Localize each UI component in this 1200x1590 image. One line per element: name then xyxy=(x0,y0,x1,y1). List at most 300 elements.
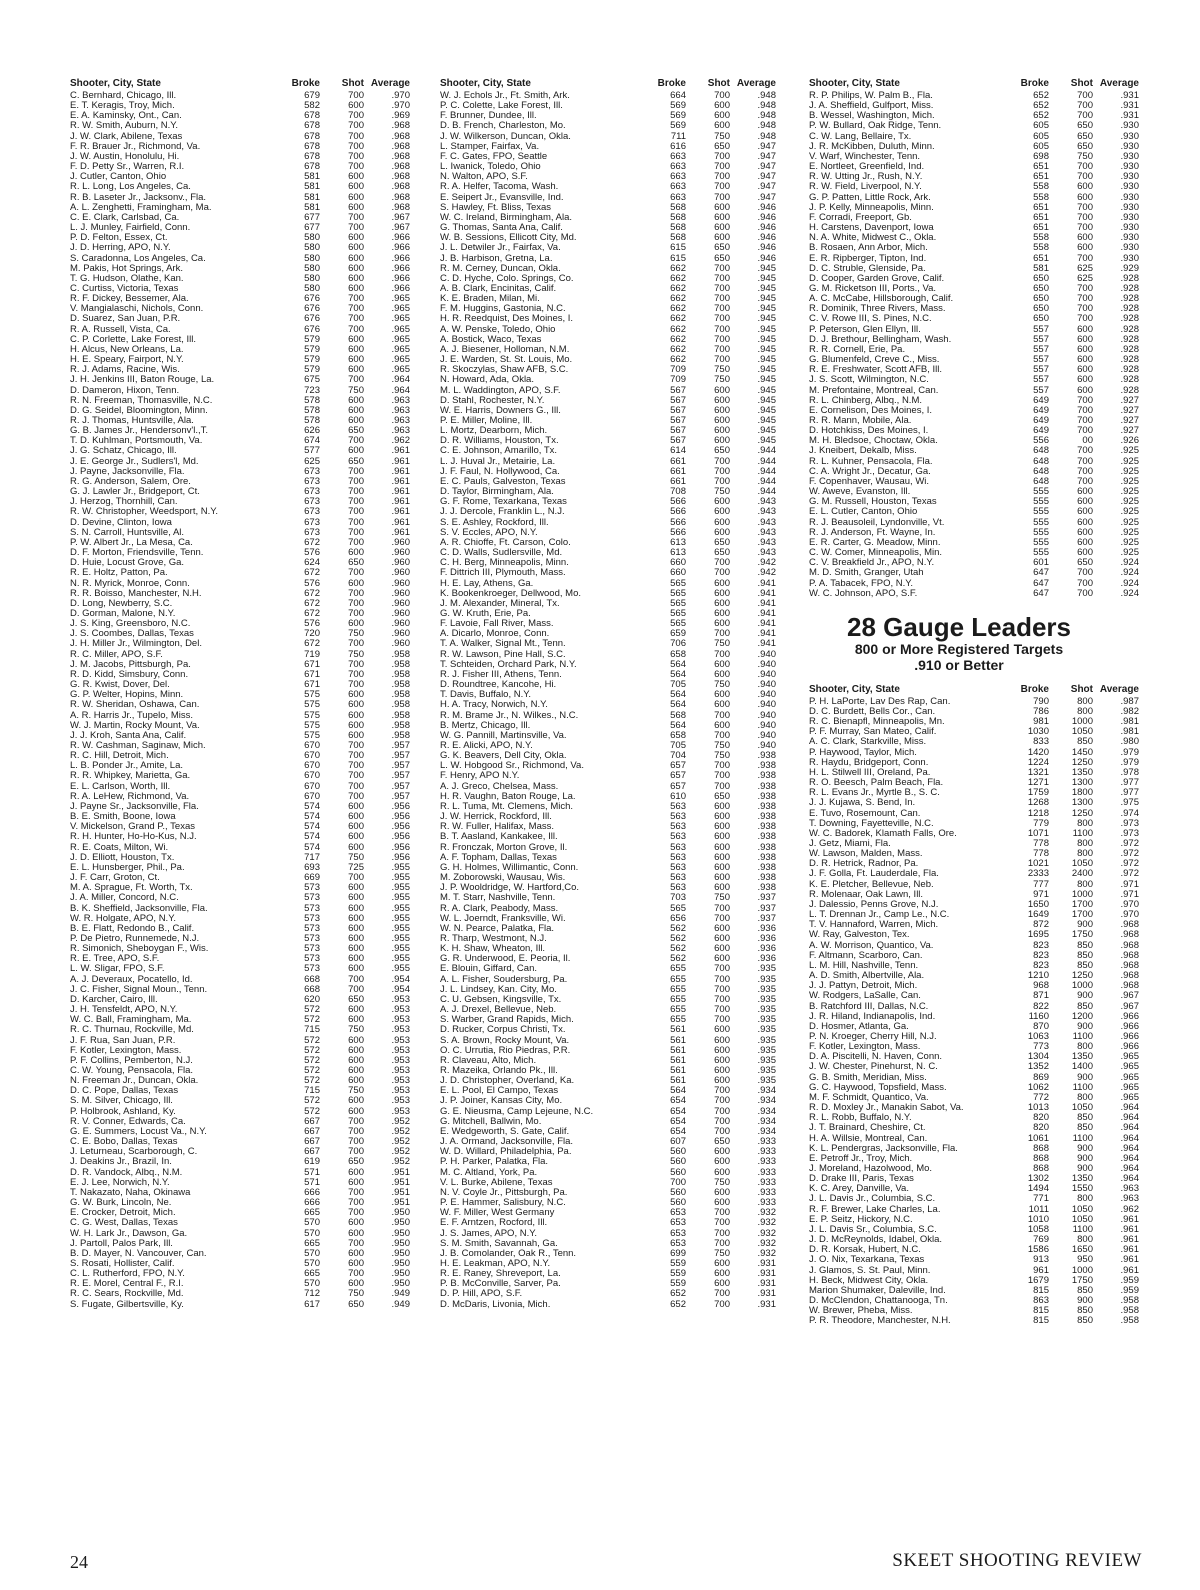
shooter-name: J. T. Brainard, Cheshire, Ct. xyxy=(809,1123,926,1134)
shot-value: 650 xyxy=(1077,140,1093,152)
shooter-name: J. E. Warden, St. St. Louis, Mo. xyxy=(440,355,573,366)
broke-value: 575 xyxy=(304,699,320,711)
shot-value: 700 xyxy=(348,1268,364,1280)
broke-value: 717 xyxy=(304,851,320,863)
shooter-name: T. G. Hudson, Olathe, Kan. xyxy=(70,273,184,284)
broke-value: 570 xyxy=(304,1227,320,1239)
average-value: .934 xyxy=(757,1105,776,1117)
average-value: .950 xyxy=(391,1247,410,1259)
broke-value: 557 xyxy=(1033,343,1049,355)
broke-value: 568 xyxy=(670,709,686,721)
shooter-name: R. C. Thurnau, Rockville, Md. xyxy=(70,1025,194,1036)
average-value: .930 xyxy=(1120,150,1139,162)
shooter-name: J. Kneibert, Dekalb, Miss. xyxy=(809,446,917,457)
table-row xyxy=(809,121,1145,131)
broke-value: 820 xyxy=(1033,1122,1049,1134)
average-value: .961 xyxy=(1120,1223,1139,1235)
shot-value: 600 xyxy=(1077,526,1093,538)
shooter-name: N. V. Coyle Jr., Pittsburgh, Pa. xyxy=(440,1187,568,1198)
broke-value: 1494 xyxy=(1027,1183,1049,1195)
average-value: .941 xyxy=(757,587,776,599)
shooter-name: K. E. Braden, Milan, Mi. xyxy=(440,294,540,305)
average-value: .945 xyxy=(757,374,776,386)
shot-value: 600 xyxy=(714,506,730,518)
shooter-name: J. P. Kelly, Minneapolis, Minn. xyxy=(809,202,934,213)
average-value: .974 xyxy=(1120,807,1139,819)
table-row xyxy=(809,548,1145,558)
shooter-name: V. Warf, Winchester, Tenn. xyxy=(809,151,921,162)
shooter-name: G. B. Smith, Meridian, Miss. xyxy=(809,1072,927,1083)
shooter-name: G. R. Underwood, E. Peoria, Il. xyxy=(440,954,571,965)
shooter-name: D. Long, Newberry, S.C. xyxy=(70,598,173,609)
shot-value: 1250 xyxy=(1071,970,1093,982)
shot-value: 600 xyxy=(1077,547,1093,559)
average-value: .925 xyxy=(1120,445,1139,457)
average-value: .945 xyxy=(757,394,776,406)
shooter-list xyxy=(809,91,1145,599)
broke-value: 572 xyxy=(304,1044,320,1056)
average-value: .971 xyxy=(1120,888,1139,900)
broke-value: 559 xyxy=(670,1268,686,1280)
average-value: .930 xyxy=(1120,211,1139,223)
shooter-name: E. L. Cutler, Canton, Ohio xyxy=(809,507,918,518)
broke-value: 574 xyxy=(304,831,320,843)
column-1 xyxy=(70,77,412,1310)
broke-value: 971 xyxy=(1033,888,1049,900)
broke-value: 601 xyxy=(1033,557,1049,569)
shooter-name: R. W. Utting Jr., Rush, N.Y. xyxy=(809,172,923,183)
broke-value: 568 xyxy=(670,211,686,223)
shooter-name: P. W. Albert Jr., La Mesa, Ca. xyxy=(70,537,193,548)
shooter-name: R. C. Hill, Detroit, Mich. xyxy=(70,751,169,762)
shot-value: 700 xyxy=(714,648,730,660)
shooter-name: E. Tuvo, Rosemount, Can. xyxy=(809,808,921,819)
average-value: .937 xyxy=(757,912,776,924)
shooter-name: D. R. Hetrick, Radnor, Pa. xyxy=(809,859,919,870)
shot-value: 700 xyxy=(714,1004,730,1016)
average-value: .930 xyxy=(1120,181,1139,193)
broke-value: 673 xyxy=(304,496,320,508)
broke-value: 655 xyxy=(670,973,686,985)
shooter-name: R. J. Anderson, Ft. Wayne, In. xyxy=(809,527,936,538)
average-value: .936 xyxy=(757,953,776,965)
shooter-name: R. L. Chinberg, Albq., N.M. xyxy=(809,395,922,406)
shooter-name: J. W. Herrick, Rockford, Ill. xyxy=(440,812,552,823)
broke-value: 565 xyxy=(670,577,686,589)
shot-value: 1350 xyxy=(1071,1051,1093,1063)
shot-value: 700 xyxy=(1077,90,1093,101)
average-value: .928 xyxy=(1120,303,1139,315)
average-value: .966 xyxy=(1120,1030,1139,1042)
shooter-name: R. W. Lawson, Pine Hall, S.C. xyxy=(440,649,566,660)
average-value: .965 xyxy=(1120,1051,1139,1063)
average-value: .946 xyxy=(757,252,776,264)
average-value: .968 xyxy=(1120,980,1139,992)
shooter-name: J. P. Joiner, Kansas City, Mo. xyxy=(440,1096,563,1107)
broke-value: 573 xyxy=(304,953,320,965)
broke-value: 699 xyxy=(670,1247,686,1259)
shooter-name: P. F. Collins, Pemberton, N.J. xyxy=(70,1055,193,1066)
shooter-name: R. M. Cerney, Duncan, Okla. xyxy=(440,263,561,274)
average-value: .944 xyxy=(757,455,776,467)
gauge-column-header xyxy=(809,683,1145,697)
shot-value: 600 xyxy=(714,404,730,416)
broke-value: 663 xyxy=(670,181,686,193)
shot-value: 600 xyxy=(348,943,364,955)
broke-value: 648 xyxy=(1033,445,1049,457)
shooter-name: T. V. Hannaford, Warren, Mich. xyxy=(809,920,939,931)
broke-value: 656 xyxy=(670,912,686,924)
broke-value: 661 xyxy=(670,455,686,467)
table-row xyxy=(809,737,1145,747)
broke-value: 653 xyxy=(670,1227,686,1239)
shot-value: 650 xyxy=(714,445,730,457)
broke-value: 1013 xyxy=(1027,1102,1049,1114)
average-value: .968 xyxy=(391,140,410,152)
broke-value: 1061 xyxy=(1027,1132,1049,1144)
shot-value: 600 xyxy=(348,841,364,853)
broke-value: 673 xyxy=(304,516,320,528)
shooter-name: M. L. Waddington, APO, S.F. xyxy=(440,385,561,396)
shot-value: 1750 xyxy=(1071,929,1093,941)
shooter-name: W. N. Pearce, Palatka, Fla. xyxy=(440,923,555,934)
broke-value: 615 xyxy=(670,252,686,264)
shot-value: 700 xyxy=(348,740,364,751)
average-value: .933 xyxy=(757,1156,776,1168)
table-row xyxy=(809,467,1145,477)
shot-value: 700 xyxy=(1077,110,1093,122)
table-row xyxy=(70,1025,412,1035)
broke-value: 576 xyxy=(304,577,320,589)
shot-value: 750 xyxy=(714,364,730,376)
average-value: .952 xyxy=(391,1115,410,1127)
shot-value: 700 xyxy=(714,1105,730,1117)
average-value: .940 xyxy=(757,679,776,691)
broke-value: 661 xyxy=(670,475,686,487)
average-value: .950 xyxy=(391,1257,410,1269)
shot-value: 700 xyxy=(1077,303,1093,315)
average-value: .975 xyxy=(1120,797,1139,809)
shot-value: 700 xyxy=(714,455,730,467)
broke-value: 654 xyxy=(670,1125,686,1137)
broke-value: 654 xyxy=(670,1095,686,1107)
shot-value: 700 xyxy=(714,1237,730,1249)
average-value: .972 xyxy=(1120,838,1139,849)
shooter-name: J. Moreland, Hazolwood, Mo. xyxy=(809,1164,933,1174)
shooter-name: R. Mazeika, Orlando Pk., Ill. xyxy=(440,1066,558,1076)
shot-value: 700 xyxy=(714,557,730,569)
broke-value: 700 xyxy=(670,1176,686,1188)
shooter-name: B. K. Sheffield, Jacksonville, Fla. xyxy=(70,903,208,914)
shooter-name: C. E. Bobo, Dallas, Texas xyxy=(70,1137,178,1148)
shooter-name: W. Ray, Galveston, Tex. xyxy=(809,930,910,941)
shooter-name: R. L. Evans Jr., Myrtle B., S. C. xyxy=(809,788,940,799)
broke-value: 772 xyxy=(1033,1091,1049,1103)
broke-value: 1030 xyxy=(1027,726,1049,738)
table-row xyxy=(809,859,1145,869)
broke-value: 568 xyxy=(670,232,686,244)
shooter-name: M. T. Starr, Nashville, Tenn. xyxy=(440,893,556,904)
average-value: .945 xyxy=(757,262,776,274)
shot-value: 700 xyxy=(714,465,730,477)
average-value: .937 xyxy=(757,902,776,914)
average-value: .940 xyxy=(757,699,776,711)
shooter-name: F. Corradi, Freeport, Gb. xyxy=(809,212,912,223)
shooter-name: S. Rosati, Hollister, Calif. xyxy=(70,1258,175,1269)
shooter-name: J. Payne, Jacksonville, Fla. xyxy=(70,466,185,477)
shooter-name: R. J. Thomas, Huntsville, Ala. xyxy=(70,416,194,426)
shooter-name: R. Fronczak, Morton Grove, Il. xyxy=(440,842,568,853)
shot-value: 650 xyxy=(348,557,364,569)
table-row xyxy=(809,829,1145,839)
broke-value: 1271 xyxy=(1027,777,1049,789)
shot-value: 700 xyxy=(348,607,364,619)
shot-value: 600 xyxy=(348,1034,364,1046)
shooter-name: G. Mitchell, Ballwin, Mo. xyxy=(440,1116,542,1127)
broke-value: 870 xyxy=(1033,1020,1049,1032)
shooter-name: F. Brunner, Dundee, Ill. xyxy=(440,111,537,122)
shot-value: 600 xyxy=(714,435,730,447)
shot-value: 900 xyxy=(1077,990,1093,1002)
average-value: .958 xyxy=(391,648,410,660)
broke-value: 678 xyxy=(304,140,320,152)
average-value: .952 xyxy=(391,1156,410,1168)
shooter-name: F. C. Gates, FPO, Seattle xyxy=(440,151,548,162)
shot-value: 600 xyxy=(714,1044,730,1056)
broke-value: 663 xyxy=(670,161,686,173)
shot-value: 850 xyxy=(1077,1112,1093,1124)
shooter-name: J. H. Miller Jr., Wilmington, Del. xyxy=(70,639,202,650)
broke-value: 570 xyxy=(304,1247,320,1259)
shot-value: 700 xyxy=(714,770,730,782)
shot-value: 700 xyxy=(348,638,364,650)
shot-value: 600 xyxy=(348,242,364,254)
average-value: .964 xyxy=(391,384,410,396)
broke-value: 675 xyxy=(304,374,320,386)
average-value: .961 xyxy=(391,475,410,487)
broke-value: 667 xyxy=(304,1146,320,1158)
average-value: .965 xyxy=(391,313,410,325)
table-row xyxy=(809,1062,1145,1072)
shot-value: 700 xyxy=(714,729,730,741)
shooter-name: E. Nortleet, Greenfield, Ind. xyxy=(809,162,925,173)
shooter-name: K. E. Pletcher, Bellevue, Neb. xyxy=(809,879,934,890)
shooter-name: J. M. Alexander, Mineral, Tx. xyxy=(440,598,560,609)
shooter-name: E. Petroff Jr., Troy, Mich. xyxy=(809,1153,913,1164)
average-value: .958 xyxy=(391,709,410,721)
shot-value: 600 xyxy=(348,1227,364,1239)
average-value: .951 xyxy=(391,1166,410,1178)
broke-value: 653 xyxy=(670,1207,686,1219)
broke-value: 1218 xyxy=(1027,807,1049,819)
shooter-name: R. W. Christopher, Weedsport, N.Y. xyxy=(70,507,219,518)
shooter-name: D. Taylor, Birmingham, Ala. xyxy=(440,487,554,498)
broke-value: 619 xyxy=(304,1156,320,1168)
shot-value: 700 xyxy=(1077,201,1093,213)
shooter-name: R. V. Conner, Edwards, Ca. xyxy=(70,1116,186,1127)
shot-value: 600 xyxy=(714,232,730,244)
average-value: .965 xyxy=(1120,1071,1139,1083)
shot-value: 700 xyxy=(714,262,730,274)
broke-value: 1321 xyxy=(1027,766,1049,778)
shooter-name: P. E. Hammer, Salisbury, N.C. xyxy=(440,1198,566,1209)
shot-value: 600 xyxy=(348,821,364,833)
average-value: .928 xyxy=(1120,343,1139,355)
shot-value: 700 xyxy=(348,1186,364,1198)
broke-value: 555 xyxy=(1033,506,1049,518)
broke-value: 576 xyxy=(304,618,320,630)
broke-value: 576 xyxy=(304,547,320,559)
average-value: .924 xyxy=(1120,577,1139,589)
shot-value: 600 xyxy=(348,415,364,426)
shooter-name: G. P. Patten, Little Rock, Ark. xyxy=(809,192,931,203)
shooter-name: E. L. Pool, El Campo, Texas xyxy=(440,1086,559,1097)
table-row xyxy=(70,700,412,710)
average-value: .966 xyxy=(391,272,410,284)
shooter-name: C. L. Rutherford, FPO, N.Y. xyxy=(70,1269,185,1280)
average-value: .957 xyxy=(391,780,410,792)
table-row xyxy=(809,869,1145,879)
shot-value: 600 xyxy=(348,191,364,203)
average-value: .959 xyxy=(1120,1274,1139,1286)
average-value: .952 xyxy=(391,1136,410,1148)
broke-value: 871 xyxy=(1033,990,1049,1002)
broke-value: 557 xyxy=(1033,384,1049,396)
shot-value: 600 xyxy=(348,719,364,731)
average-value: .930 xyxy=(1120,201,1139,213)
average-value: .938 xyxy=(757,861,776,873)
broke-value: 671 xyxy=(304,658,320,670)
table-row xyxy=(809,707,1145,717)
shot-value: 600 xyxy=(714,1024,730,1036)
shot-value: 700 xyxy=(714,1014,730,1026)
average-value: .961 xyxy=(1120,1264,1139,1276)
average-value: .948 xyxy=(757,110,776,122)
average-value: .945 xyxy=(757,435,776,447)
shooter-name: R. E. Raney, Shreveport, La. xyxy=(440,1269,561,1280)
shooter-name: J. L. Davis Sr., Columbia, S.C. xyxy=(809,1224,937,1235)
shooter-name: P. D. Felton, Essex, Ct. xyxy=(70,233,168,244)
shooter-name: R. L. Robb, Buffalo, N.Y. xyxy=(809,1113,912,1124)
table-row xyxy=(809,1093,1145,1103)
shot-value: 750 xyxy=(714,679,730,691)
broke-value: 654 xyxy=(670,1105,686,1117)
shooter-name: L. W. Hobgood Sr., Richmond, Va. xyxy=(440,761,584,772)
average-value: .928 xyxy=(1120,282,1139,294)
shooter-name: L. Mortz, Dearborn, Mich. xyxy=(440,426,548,437)
shot-value: 800 xyxy=(1077,1193,1093,1205)
shooter-name: J. W. Austin, Honolulu, Hi. xyxy=(70,151,180,162)
shooter-name: E. Wedgeworth, S. Gate, Calif. xyxy=(440,1126,570,1137)
shot-value: 700 xyxy=(714,760,730,772)
table-row xyxy=(809,1123,1145,1133)
broke-value: 661 xyxy=(670,465,686,477)
average-value: .963 xyxy=(391,425,410,437)
table-row xyxy=(809,101,1145,111)
average-value: .960 xyxy=(391,536,410,548)
shot-value: 700 xyxy=(348,668,364,680)
header-shooter: Shooter, City, State xyxy=(440,78,531,89)
shooter-name: H. R. Vaughn, Baton Rouge, La. xyxy=(440,791,576,802)
average-value: .955 xyxy=(391,861,410,873)
shooter-name: P. W. Bullard, Oak Ridge, Tenn. xyxy=(809,121,942,132)
shot-value: 650 xyxy=(348,425,364,437)
average-value: .946 xyxy=(757,232,776,244)
shot-value: 700 xyxy=(348,770,364,782)
average-value: .928 xyxy=(1120,384,1139,396)
table-row xyxy=(809,1194,1145,1204)
shooter-name: G. B. James Jr., Hendersonv'l.,T. xyxy=(70,426,209,437)
table-row xyxy=(809,558,1145,568)
shooter-name: P. N. Kroeger, Cherry Hill, N.J. xyxy=(809,1031,937,1042)
shooter-name: R. D. Moxley Jr., Manakin Sabot, Va. xyxy=(809,1103,964,1114)
shooter-name: B. T. Aasland, Kankakee, Ill. xyxy=(440,832,558,843)
shooter-name: E. Cornelison, Des Moines, I. xyxy=(809,405,933,416)
average-value: .954 xyxy=(391,973,410,985)
shooter-name: J. Getz, Miami, Fla. xyxy=(809,839,891,849)
average-value: .956 xyxy=(391,821,410,833)
shooter-name: W. C. Ball, Framingham, Ma. xyxy=(70,1015,192,1026)
shot-value: 850 xyxy=(1077,949,1093,961)
shooter-name: J. A. Sheffield, Gulfport, Miss. xyxy=(809,101,934,112)
shot-value: 700 xyxy=(348,120,364,132)
table-row xyxy=(809,951,1145,961)
average-value: .928 xyxy=(1120,272,1139,284)
broke-value: 815 xyxy=(1033,1305,1049,1317)
shooter-name: H. E. Leakman, APO, N.Y. xyxy=(440,1258,551,1269)
shooter-name: J. B. Comolander, Oak R., Tenn. xyxy=(440,1248,577,1259)
shot-value: 600 xyxy=(714,1034,730,1046)
shooter-name: J. J. Dercole, Franklin L., N.J. xyxy=(440,507,565,518)
average-value: .981 xyxy=(1120,726,1139,738)
table-row xyxy=(809,335,1145,345)
broke-value: 663 xyxy=(670,171,686,183)
average-value: .943 xyxy=(757,526,776,538)
shooter-name: M. F. Schmidt, Quantico, Va. xyxy=(809,1092,929,1103)
shot-value: 700 xyxy=(714,161,730,173)
shooter-name: E. P. Seitz, Hickory, N.C. xyxy=(809,1214,913,1225)
shooter-name: B. E. Flatt, Redondo B., Calif. xyxy=(70,923,195,934)
shot-value: 850 xyxy=(1077,736,1093,748)
table-row xyxy=(440,1218,780,1228)
shot-value: 700 xyxy=(348,140,364,152)
shooter-name: N. R. Myrick, Monroe, Conn. xyxy=(70,578,190,589)
shooter-name: D. Hosmer, Atlanta, Ga. xyxy=(809,1021,909,1032)
table-row xyxy=(440,1300,780,1310)
shooter-name: R. N. Freeman, Thomasville, N.C. xyxy=(70,395,213,406)
broke-value: 711 xyxy=(670,130,686,142)
header-broke: Broke xyxy=(657,78,686,89)
average-value: .933 xyxy=(757,1197,776,1209)
shooter-name: C. U. Gebsen, Kingsville, Tx. xyxy=(440,994,562,1005)
shooter-name: R. A. Clark, Peabody, Mass. xyxy=(440,903,559,914)
shot-value: 600 xyxy=(348,171,364,183)
header-average: Average xyxy=(1099,683,1139,695)
shooter-name: K. C. Arey, Danville, Va. xyxy=(809,1184,909,1195)
broke-value: 616 xyxy=(670,140,686,152)
shot-value: 600 xyxy=(348,1166,364,1178)
shooter-name: D. McClendon, Chattanooga, Tn. xyxy=(809,1296,948,1307)
table-row xyxy=(809,839,1145,849)
table-row xyxy=(809,1144,1145,1154)
header-average: Average xyxy=(1099,78,1139,89)
shooter-name: J. Herzog, Thornhill, Can. xyxy=(70,497,178,508)
shot-value: 650 xyxy=(714,1136,730,1148)
shooter-name: O. C. Urrutia, Rio Piedras, P.R. xyxy=(440,1045,571,1056)
shot-value: 1050 xyxy=(1071,1102,1093,1114)
broke-value: 570 xyxy=(304,1278,320,1290)
average-value: .971 xyxy=(1120,878,1139,890)
